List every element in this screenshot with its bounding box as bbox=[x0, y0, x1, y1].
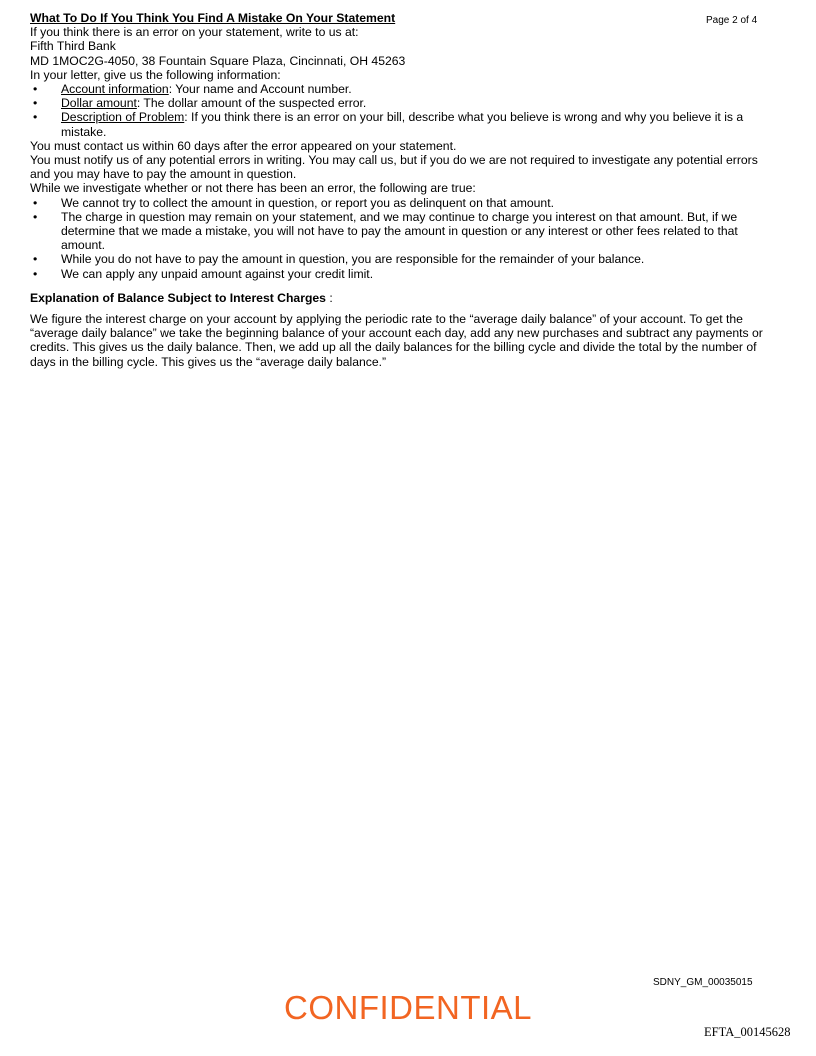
explanation-colon: : bbox=[329, 290, 333, 305]
bank-name: Fifth Third Bank bbox=[30, 39, 116, 54]
list-item: • The charge in question may remain on your statement, and we may continue to charge you interest on that amount. But, if we determine that we made a mistake, you will not have to pay the amount in question or any interest or other fees related to that amount. bbox=[30, 210, 770, 253]
list-item: • We can apply any unpaid amount against your credit limit. bbox=[30, 267, 770, 281]
section-title: What To Do If You Think You Find A Mistake On Your Statement bbox=[30, 11, 396, 25]
document-id: SDNY_GM_00035015 bbox=[653, 977, 753, 988]
list-item bbox=[30, 82, 770, 96]
info-text: : If you think there is an error on your bill, describe what you believe is wrong and why you believe it is a mistake. bbox=[61, 110, 744, 139]
explanation-heading bbox=[30, 291, 770, 305]
statement-notice bbox=[30, 11, 770, 369]
contact-line: You must notify us of any potential errors in writing. You may call us, but if you do we are not required to investigate any potential errors and you may have to pay the amount in question. bbox=[30, 153, 758, 182]
explanation-body: We figure the interest charge on your account by applying the periodic rate to the “average daily balance” of your account. To get the “average daily balance” we take the beginning balance of your account each day, add any new purchases and subtract any payments or credits. This gives us the daily balance. Then, we add up all the daily balances for the billing cycle and divide the total by the number of days in the billing cycle. This gives us the “average daily balance.” bbox=[30, 312, 763, 369]
contact-line: You must contact us within 60 days after the error appeared on your statement. bbox=[30, 138, 457, 153]
list-item bbox=[30, 110, 770, 138]
info-list bbox=[30, 82, 770, 139]
intro-line: If you think there is an error on your statement, write to us at: bbox=[30, 25, 359, 40]
confidential-stamp: CONFIDENTIAL bbox=[283, 989, 533, 1026]
info-text: : Your name and Account number. bbox=[168, 82, 352, 97]
investigation-list bbox=[30, 196, 770, 281]
list-item: • We cannot try to collect the amount in question, or report you as delinquent on that amount. bbox=[30, 196, 770, 210]
page-number: Page 2 of 4 bbox=[706, 15, 758, 26]
info-text: : The dollar amount of the suspected error. bbox=[136, 96, 367, 111]
list-item: • While you do not have to pay the amount in question, you are responsible for the remainder of your balance. bbox=[30, 252, 770, 266]
list-item bbox=[30, 96, 770, 110]
info-label: Dollar amount bbox=[61, 96, 137, 111]
efta-number: EFTA_00145628 bbox=[704, 1025, 791, 1039]
info-label: Account information bbox=[61, 82, 169, 97]
intro-line: In your letter, give us the following information: bbox=[30, 67, 281, 82]
info-label: Description of Problem bbox=[61, 110, 185, 125]
bank-address: MD 1MOC2G-4050, 38 Fountain Square Plaza, Cincinnati, OH 45263 bbox=[30, 53, 406, 68]
explanation-title: Explanation of Balance Subject to Interest Charges bbox=[30, 290, 326, 305]
contact-line: While we investigate whether or not there has been an error, the following are true: bbox=[30, 181, 476, 196]
